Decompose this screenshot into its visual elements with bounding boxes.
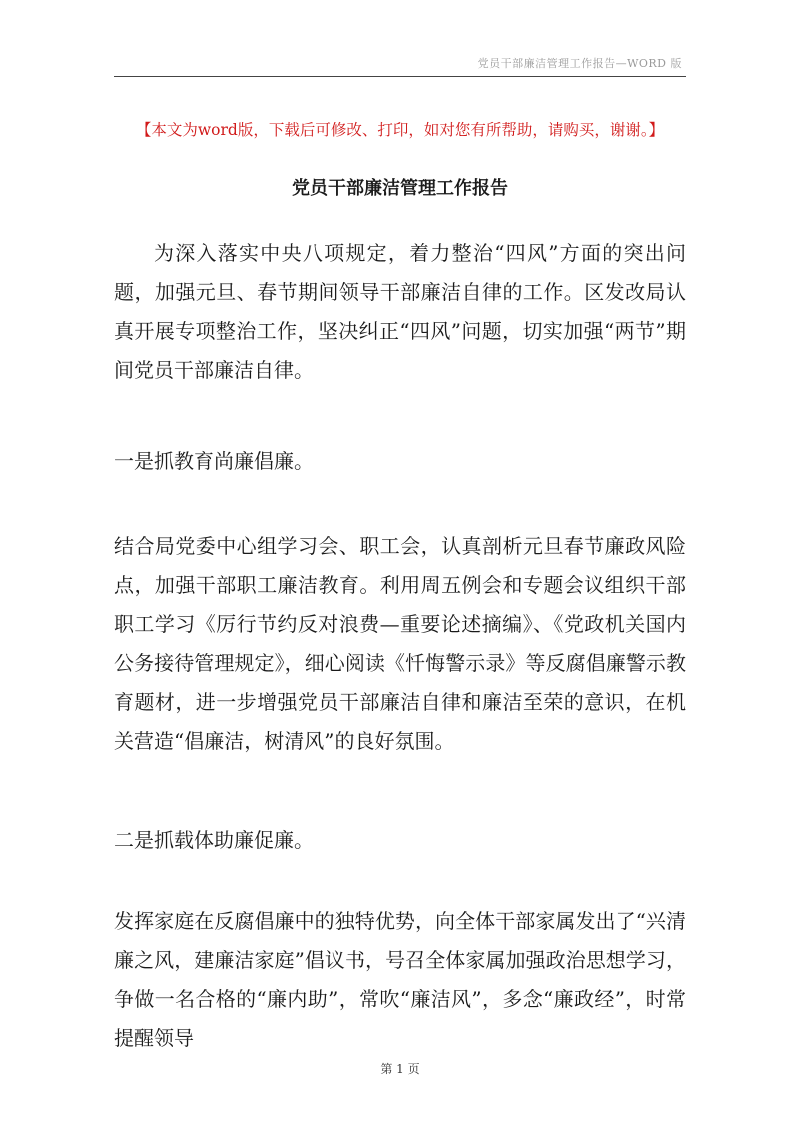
section-heading-2: 二是抓载体助廉促廉。 bbox=[114, 828, 314, 852]
header-rule bbox=[114, 76, 686, 77]
section-paragraph-1: 结合局党委中心组学习会、职工会，认真剖析元旦春节廉政风险点，加强干部职工廉洁教育。利用周五例会和专题会议组织干部职工学习《厉行节约反对浪费—重要论述摘编》、《党政机关国内公务接待管理规定》，细心阅读《忏悔警示录》等反腐倡廉警示教育题材，进一步增强党员干部廉洁自律和廉洁至荣的意识，在机关营造“倡廉洁，树清风”的良好氛围。 bbox=[114, 534, 686, 753]
section-paragraph-2: 发挥家庭在反腐倡廉中的独特优势，向全体干部家属发出了“兴清廉之风，建廉洁家庭”倡议书，号召全体家属加强政治思想学习，争做一名合格的“廉内助”，常吹“廉洁风”，多念“廉政经”，时常提醒领导 bbox=[114, 909, 686, 1050]
page-number: 第 1 页 bbox=[380, 1062, 420, 1076]
section-heading-1: 一是抓教育尚廉倡廉。 bbox=[114, 449, 314, 473]
document-title: 党员干部廉洁管理工作报告 bbox=[292, 178, 508, 199]
running-header: 党员干部廉洁管理工作报告—WORD 版 bbox=[477, 57, 682, 70]
download-notice: 【本文为word版，下载后可修改、打印，如对您有所帮助，请购买，谢谢。】 bbox=[135, 121, 665, 139]
intro-paragraph: 为深入落实中央八项规定，着力整治“四风”方面的突出问题，加强元旦、春节期间领导干部廉洁自律的工作。区发改局认真开展专项整治工作，坚决纠正“四风”问题，切实加强“两节”期间党员干部廉洁自律。 bbox=[114, 241, 686, 382]
